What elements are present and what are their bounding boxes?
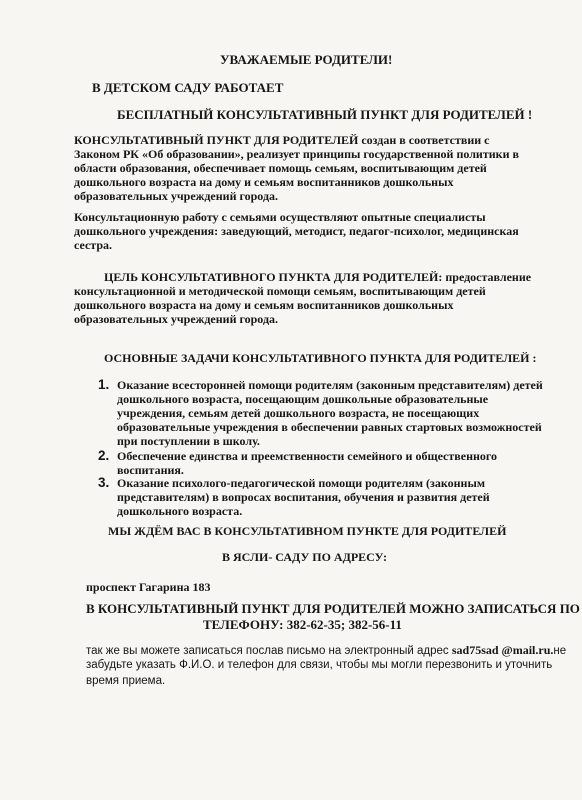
task-line: воспитания. [117, 463, 184, 477]
email-text: так же вы можете записаться послав письмо на электронный адрес [86, 645, 452, 657]
email-line [86, 643, 566, 658]
goal-line: образовательных учреждений города. [74, 312, 279, 326]
goal-line1-rest: предоставление [442, 270, 532, 284]
signup-line: В КОНСУЛЬТАТИВНЫЙ ПУНКТ ДЛЯ РОДИТЕЛЕЙ МОЖНО ЗАПИСАТЬСЯ ПО [86, 601, 580, 616]
task-line: Оказание всесторонней помощи родителям (законным представителям) детей [117, 378, 543, 392]
intro-bold-lead: КОНСУЛЬТАТИВНЫЙ ПУНКТ ДЛЯ РОДИТЕЛЕЙ [74, 133, 359, 147]
intro-line1-rest: создан в соответствии с [358, 133, 490, 147]
waiting-line: МЫ ЖДЁМ ВАС В КОНСУЛЬТАТИВНОМ ПУНКТЕ ДЛЯ РОДИТЕЛЕЙ [108, 524, 507, 538]
task-line: представителям) в вопросах воспитания, обучения и развития детей [117, 490, 490, 504]
task-line: Обеспечение единства и преемственности семейного и общественного [117, 449, 498, 463]
goal-bold-lead: ЦЕЛЬ КОНСУЛЬТАТИВНОГО ПУНКТА ДЛЯ РОДИТЕЛЕЙ: [104, 270, 443, 284]
intro-line: дошкольного возраста на дому и семьям воспитанников дошкольных [74, 175, 454, 189]
kindergarten-line: В ДЕТСКОМ САДУ РАБОТАЕТ [92, 80, 284, 95]
goal-line [104, 270, 531, 285]
task-number: 3. [98, 475, 110, 490]
task-line: дошкольного возраста. [117, 504, 243, 518]
task-number: 1. [98, 377, 110, 392]
free-point-title: БЕСПЛАТНЫЙ КОНСУЛЬТАТИВНЫЙ ПУНКТ ДЛЯ РОДИТЕЛЕЙ ! [117, 107, 533, 122]
address: проспект Гагарина 183 [86, 580, 211, 594]
staff-line: сестра. [74, 238, 112, 252]
email-tail: не [553, 645, 567, 657]
task-line: дошкольного возраста, посещающим дошкольные образовательные [117, 392, 489, 406]
task-line: образовательные учреждения в обеспечении равных стартовых возможностей [117, 420, 542, 434]
email-line: забудьте указать Ф.И.О. и телефон для связи, чтобы мы могли перезвонить и уточнить [86, 659, 553, 671]
email-address: sad75sad @mail.ru. [451, 643, 554, 657]
address-heading: В ЯСЛИ- САДУ ПО АДРЕСУ: [222, 550, 388, 564]
signup-phone-line: ТЕЛЕФОНУ: 382-62-35; 382-56-11 [203, 617, 402, 632]
intro-line: образовательных учреждений города. [74, 189, 279, 203]
intro-line: области образования, обеспечивает помощь семьям, воспитывающим детей [74, 161, 487, 175]
intro-line: Законом РК «Об образовании», реализует принципы государственной политики в [74, 147, 519, 161]
task-number: 2. [98, 448, 110, 463]
heading: УВАЖАЕМЫЕ РОДИТЕЛИ! [220, 52, 393, 67]
task-line: Оказание психолого-педагогической помощи родителям (законным [117, 476, 485, 490]
tasks-heading: ОСНОВНЫЕ ЗАДАЧИ КОНСУЛЬТАТИВНОГО ПУНКТА ДЛЯ РОДИТЕЛЕЙ : [104, 351, 537, 365]
email-line: время приема. [86, 675, 166, 687]
intro-line [74, 133, 490, 148]
staff-line: Консультационную работу с семьями осуществляют опытные специалисты [74, 210, 486, 224]
task-line: при поступлении в школу. [117, 434, 260, 448]
staff-line: дошкольного учреждения: заведующий, методист, педагог-психолог, медицинская [74, 224, 519, 238]
goal-line: консультационной и методической помощи семьям, воспитывающим детей [74, 284, 486, 298]
task-line: учреждения, семьям детей дошкольного возраста, не посещающих [117, 406, 480, 420]
goal-line: дошкольного возраста на дому и семьям воспитанников дошкольных [74, 298, 454, 312]
